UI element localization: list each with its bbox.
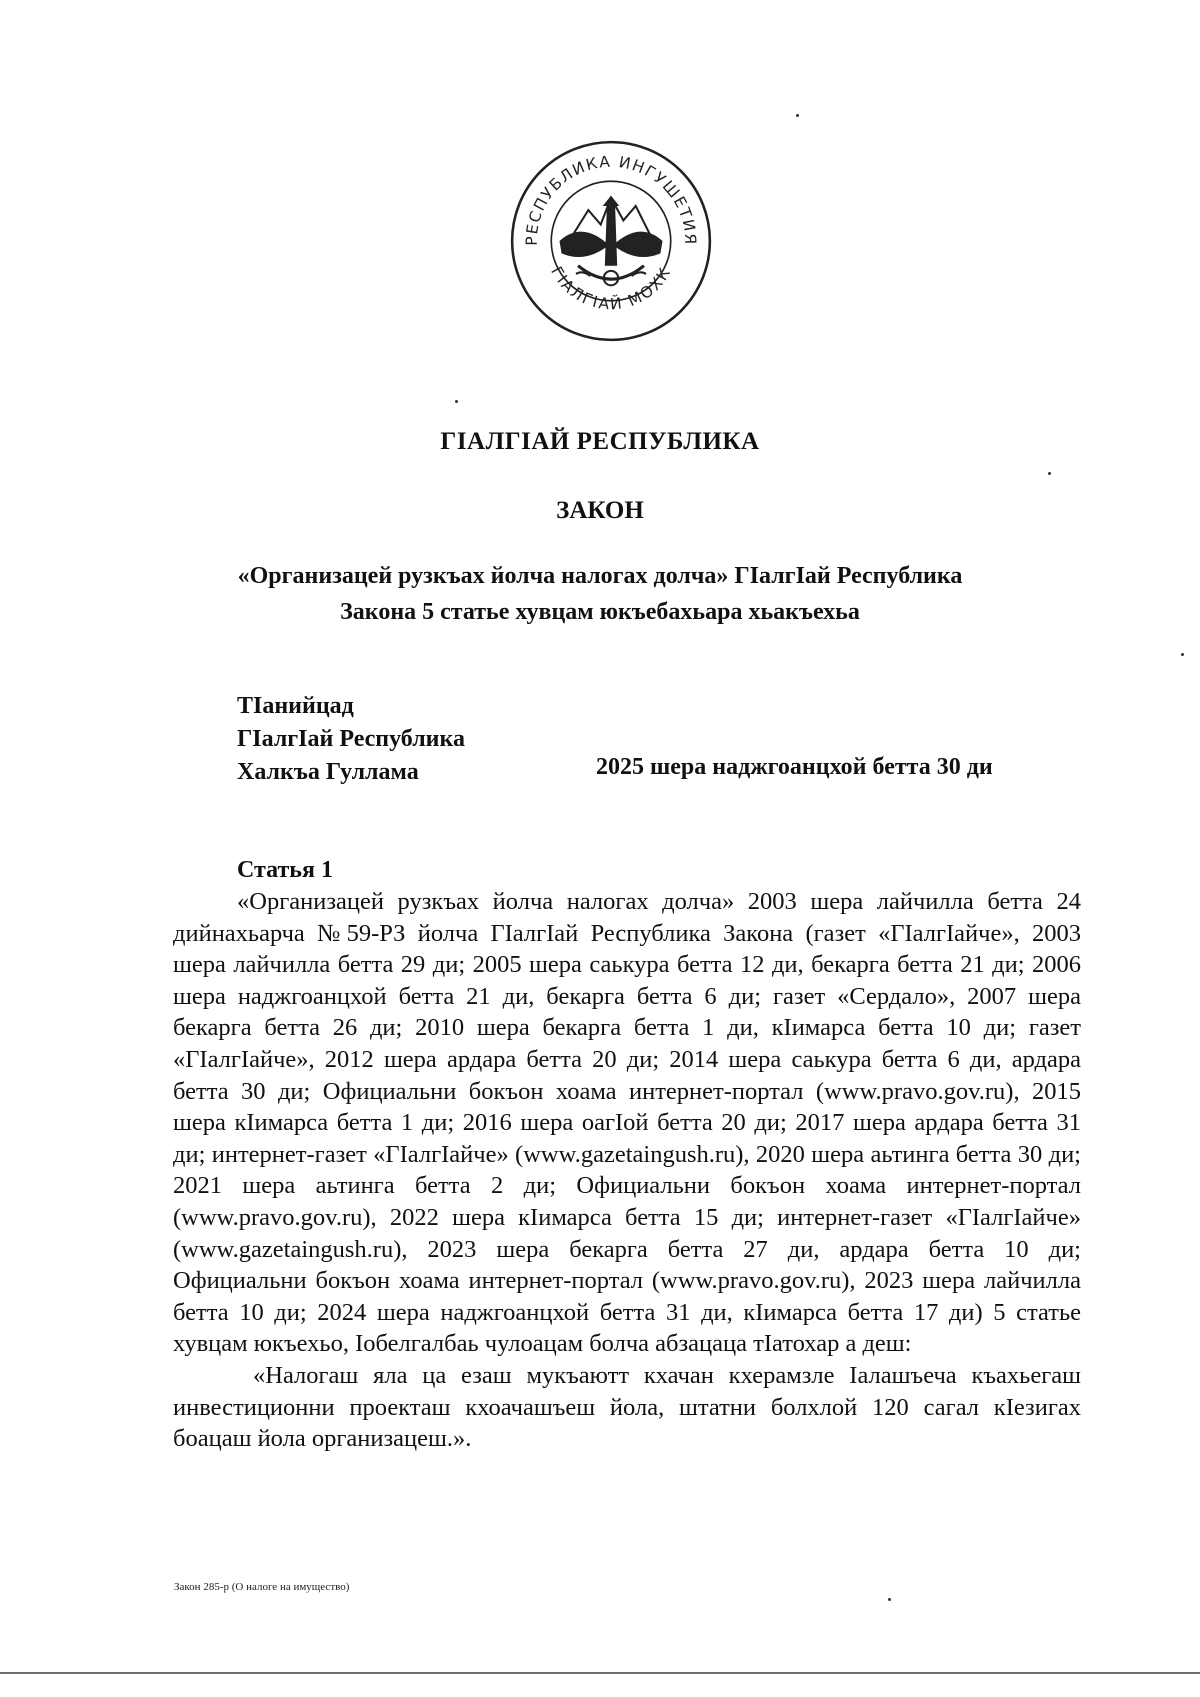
scan-speck: [796, 114, 799, 117]
scan-speck: [1181, 653, 1184, 656]
republic-emblem-icon: [508, 138, 714, 344]
footer-note: Закон 285-р (О налоге на имущество): [174, 1581, 350, 1593]
adopted-line-3: Халкъа Гуллама: [237, 759, 419, 785]
article-heading: Статья 1: [237, 857, 333, 883]
law-title-line-1: «Организацей рузкъах йолча налогах долча» ГIалгIай Республика: [237, 563, 963, 589]
adopted-line-2: ГIалгIай Республика: [237, 726, 465, 752]
scan-speck: [455, 400, 458, 403]
law-title-line-2: Закона 5 статье хувцам юкъебахьара хьакъехьа: [340, 599, 860, 625]
article-body: [173, 886, 1081, 1455]
republic-title: ГIАЛГIАЙ РЕСПУБЛИКА: [440, 428, 760, 455]
adopted-by-block: [237, 690, 465, 789]
article-paragraph-1: «Организацей рузкъах йолча налогах долча» 2003 шера лайчилла бетта 24 дийнахьарча №59-РЗ йолча ГIалгIай Республика Закона (газет «ГIалгIайче», 2003 шера лайчилла бетта 29 ди; 2005 шера саькура бетта 12 ди, бекарга бетта 21 ди; 2006 шера наджгоанцхой бетта 21 ди, бекарга бетта 6 ди; газет «Сердало», 2007 шера бекарга бетта 26 ди; 2010 шера бекарга бетта 1 ди, кIимарса бетта 10 ди; газет «ГIалгIайче», 2012 шера ардара бетта 20 ди; 2014 шера саькура бетта 6 ди, ардара бетта 30 ди; Официальни бокъон хоама интернет-портал (www.pravo.gov.ru), 2015 шера кIимарса бетта 1 ди; 2016 шера оагIой бетта 20 ди; 2017 шера ардара бетта 31 ди; интернет-газет «ГIалгIайче» (www.gazetaingush.ru), 2020 шера аьтинга бетта 30 ди; 2021 шера аьтинга бетта 2 ди; Официальни бокъон хоама интернет-портал (www.pravo.gov.ru), 2022 шера кIимарса бетта 15 ди; интернет-газет «ГIалгIайче» (www.gazetaingush.ru), 2023 шера бекарга бетта 27 ди, ардара бетта 10 ди; Официальни бокъон хоама интернет-портал (www.pravo.gov.ru), 2023 шера лайчилла бетта 10 ди; 2024 шера наджгоанцхой бетта 31 ди, кIимарса бетта 17 ди) 5 статье хувцам юкъехьо, Iобелгалбаь чулоацам болча абзацаца тIатохар а деш:: [173, 888, 1081, 1358]
law-label: ЗАКОН: [556, 497, 644, 524]
scan-speck: [888, 1598, 891, 1601]
emblem-text-top: РЕСПУБЛИКА ИНГУШЕТИЯ: [522, 152, 700, 246]
scan-speck: [1048, 472, 1051, 475]
scan-edge-line: [0, 1672, 1200, 1674]
emblem-text-bottom: ГӀАЛГӀАЙ МОХК: [547, 263, 675, 314]
adopted-line-1: ТIанийцад: [237, 693, 354, 719]
article-paragraph-2: «Налогаш яла ца езаш мукъаютт кхачан кхерамзле Iалашъеча къахьегаш инвестиционни проекташ кхоачашъеш йола, штатни болхлой 120 сагал кIезигах боацаш йола организацеш.».: [173, 1361, 1081, 1453]
law-title: [0, 558, 1200, 630]
adoption-date: 2025 шера наджгоанцхой бетта 30 ди: [596, 754, 993, 780]
